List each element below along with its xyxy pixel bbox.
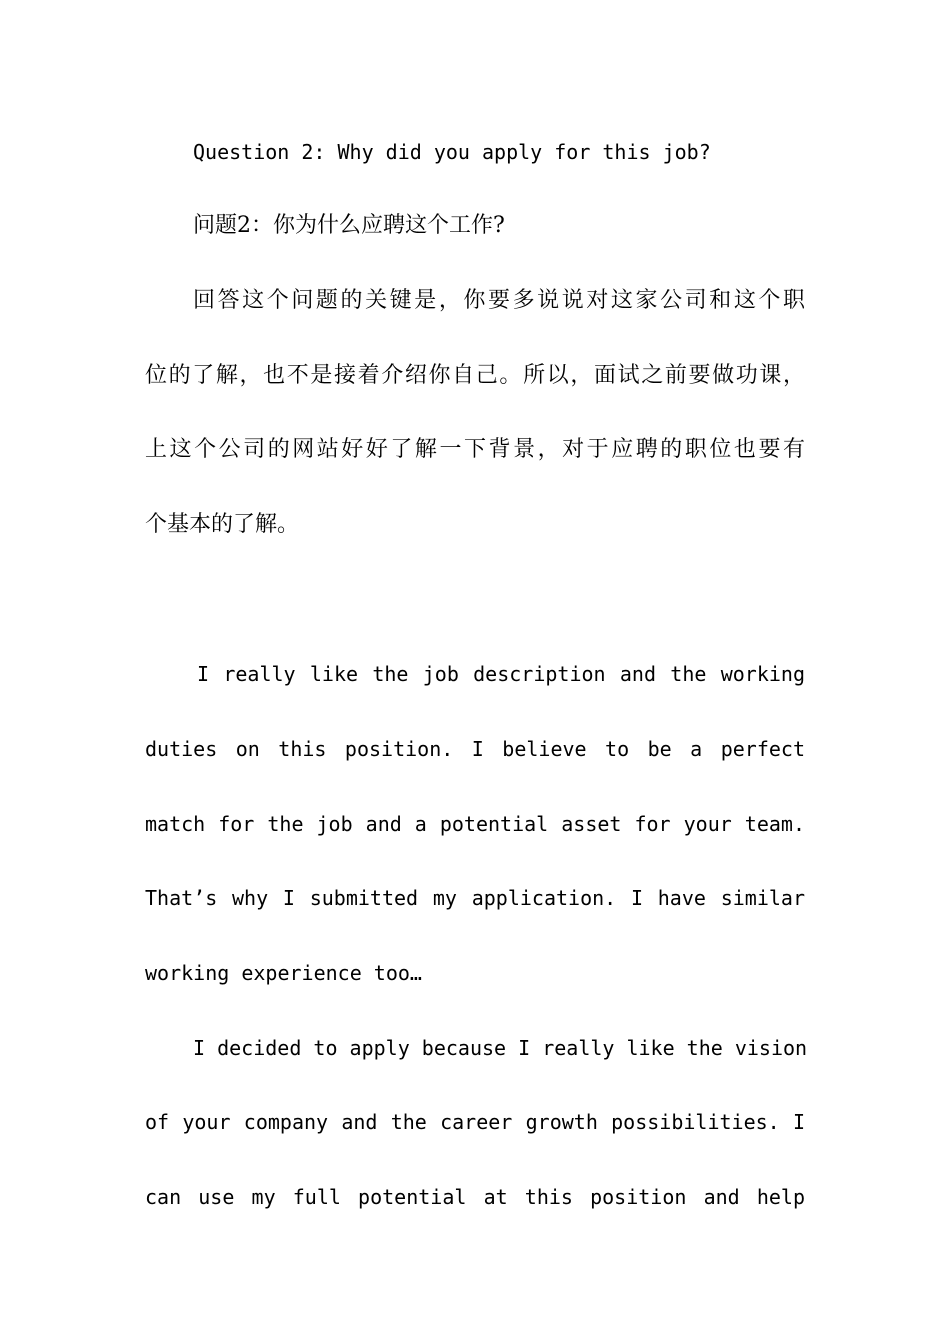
question-heading-zh: 问题2：你为什么应聘这个工作? — [193, 213, 505, 238]
advice-line: 回答这个问题的关键是，你要多说说对这家公司和这个职 — [193, 288, 805, 313]
advice-line: 上这个公司的网站好好了解一下背景，对于应聘的职位也要有 — [145, 437, 805, 462]
answer1-line: duties on this position. I believe to be a perfect — [145, 737, 805, 761]
advice-line: 个基本的了解。 — [145, 512, 300, 537]
answer1-line: That’s why I submitted my application. I have similar — [145, 886, 805, 910]
advice-line: 位的了解，也不是接着介绍你自己。所以，面试之前要做功课， — [145, 363, 805, 388]
answer2-line: of your company and the career growth possibilities. I — [145, 1110, 805, 1134]
answer2-line: can use my full potential at this position and help — [145, 1185, 805, 1209]
answer2-line: I decided to apply because I really like the vision — [193, 1036, 808, 1060]
question-heading-en: Question 2: Why did you apply for this job? — [193, 140, 711, 164]
answer1-line: I really like the job description and the working — [197, 662, 805, 686]
answer1-line: working experience too… — [145, 961, 422, 985]
answer1-line: match for the job and a potential asset for your team. — [145, 812, 805, 836]
